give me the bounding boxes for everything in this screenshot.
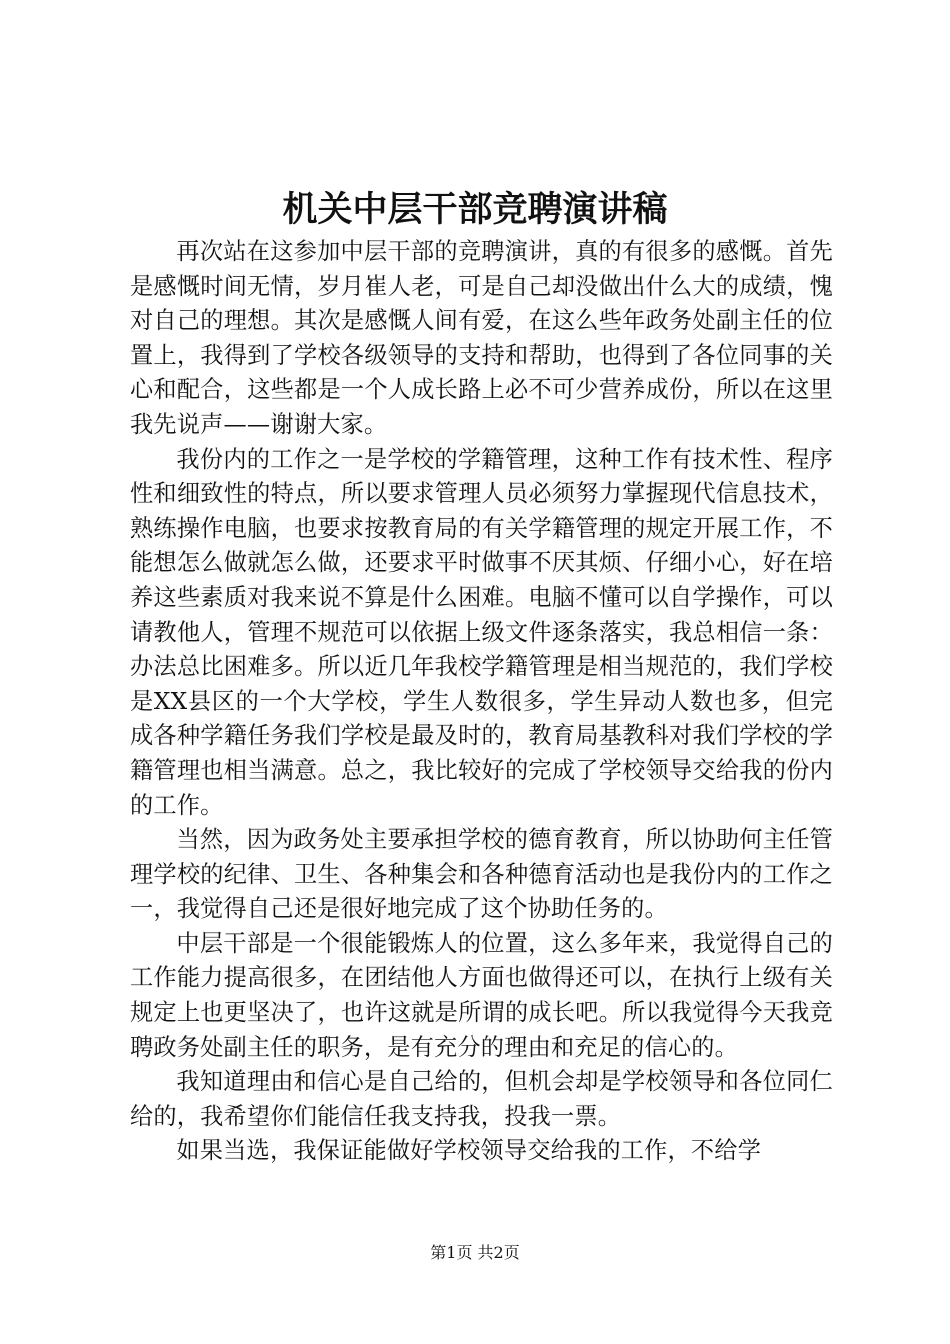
page-footer: 第1页 共2页 xyxy=(430,1243,520,1262)
document-title: 机关中层干部竞聘演讲稿 xyxy=(282,189,668,230)
paragraph-4: 中层干部是一个很能锻炼人的位置，这么多年来，我觉得自己的工作能力提高很多，在团结他人方面也做得还可以，在执行上级有关规定上也更坚决了，也许这就是所谓的成长吧。所以我觉得今天我竞聘政务处副主任的职务，是有充分的理由和充足的信心的。 xyxy=(130,929,833,1061)
paragraph-2: 我份内的工作之一是学校的学籍管理，这种工作有技术性、程序性和细致性的特点，所以要求管理人员必须努力掌握现代信息技术，熟练操作电脑，也要求按教育局的有关学籍管理的规定开展工作，不能想怎么做就怎么做，还要求平时做事不厌其烦、仔细小心，好在培养这些素质对我来说不算是什么困难。电脑不懂可以自学操作，可以请教他人，管理不规范可以依据上级文件逐条落实，我总相信一条：办法总比困难多。所以近几年我校学籍管理是相当规范的，我们学校是XX县区的一个大学校，学生人数很多，学生异动人数也多，但完成各种学籍任务我们学校是最及时的，教育局基教科对我们学校的学籍管理也相当满意。总之，我比较好的完成了学校领导交给我的份内的工作。 xyxy=(130,445,833,819)
paragraph-6: 如果当选，我保证能做好学校领导交给我的工作，不给学 xyxy=(176,1137,762,1165)
document-body xyxy=(130,235,833,1169)
paragraph-3: 当然，因为政务处主要承担学校的德育教育，所以协助何主任管理学校的纪律、卫生、各种集会和各种德育活动也是我份内的工作之一，我觉得自己还是很好地完成了这个协助任务的。 xyxy=(130,826,833,923)
paragraph-1: 再次站在这参加中层干部的竞聘演讲，真的有很多的感慨。首先是感慨时间无情，岁月崔人老，可是自己却没做出什么大的成绩，愧对自己的理想。其次是感慨人间有爱，在这么些年政务处副主任的位置上，我得到了学校各级领导的支持和帮助，也得到了各位同事的关心和配合，这些都是一个人成长路上必不可少营养成份，所以在这里我先说声——谢谢大家。 xyxy=(130,238,833,438)
paragraph-5: 我知道理由和信心是自己给的，但机会却是学校领导和各位同仁给的，我希望你们能信任我支持我，投我一票。 xyxy=(130,1068,833,1130)
